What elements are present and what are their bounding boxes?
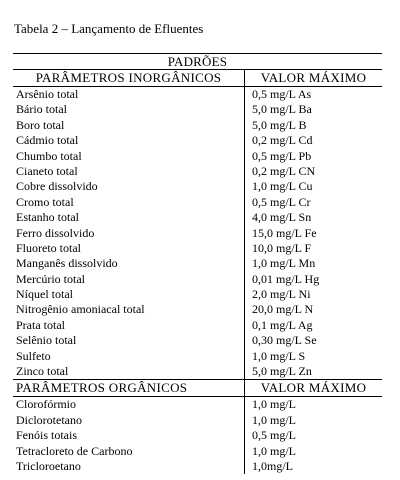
parameter-name: Manganês dissolvido [16, 256, 118, 271]
inorganic-param-header: PARÂMETROS INORGÂNICOS [35, 70, 222, 85]
table-row [13, 444, 382, 459]
max-value: 0,5 mg/L Pb [244, 149, 382, 164]
table-row [13, 428, 382, 443]
parameter-name: Níquel total [16, 287, 73, 302]
parameter-name: Tetracloreto de Carbono [16, 443, 133, 458]
table-row [13, 364, 382, 379]
parameter-name: Cobre dissolvido [16, 179, 98, 194]
table-row [13, 318, 382, 333]
table-row [13, 164, 382, 179]
table-row [13, 302, 382, 317]
table-row [13, 179, 382, 194]
parameter-name: Sulfeto [16, 348, 51, 363]
table-row [13, 87, 382, 102]
table-row [13, 287, 382, 302]
table-row [13, 226, 382, 241]
parameter-name: Fenóis totais [16, 428, 78, 443]
max-value: 0,5 mg/L [244, 428, 382, 443]
max-value: 20,0 mg/L N [244, 302, 382, 317]
parameter-name: Ferro dissolvido [16, 225, 95, 240]
parameter-name: Cromo total [16, 194, 74, 209]
max-value: 0,5 mg/L Cr [244, 195, 382, 210]
organic-param-header: PARÂMETROS ORGÂNICOS [16, 380, 188, 396]
table-row [13, 133, 382, 148]
parameter-name: Boro total [16, 117, 65, 132]
table-row [13, 195, 382, 210]
table-caption: Tabela 2 – Lançamento de Efluentes [14, 21, 204, 36]
max-value: 0,1 mg/L Ag [244, 318, 382, 333]
parameter-name: Diclorotetano [16, 412, 82, 427]
max-value: 1,0 mg/L [244, 397, 382, 412]
table-row [13, 272, 382, 287]
table-row [13, 241, 382, 256]
inorganic-rows [13, 87, 382, 379]
table-row [13, 349, 382, 364]
inorganic-value-header: VALOR MÁXIMO [244, 70, 382, 86]
parameter-name: Zinco total [16, 364, 69, 379]
table-row [13, 118, 382, 133]
table-row [13, 459, 382, 474]
max-value: 4,0 mg/L Sn [244, 210, 382, 225]
table-title-text: PADRÕES [167, 54, 228, 69]
table-row [13, 149, 382, 164]
max-value: 0,5 mg/L As [244, 87, 382, 102]
max-value: 0,2 mg/L Cd [244, 133, 382, 148]
max-value: 1,0 mg/L Cu [244, 179, 382, 194]
parameter-name: Bário total [16, 102, 67, 117]
table-row [13, 256, 382, 271]
table-row [13, 102, 382, 117]
organic-header-row [13, 380, 382, 396]
table-row [13, 333, 382, 348]
inorganic-header-row [13, 70, 382, 86]
parameter-name: Arsênio total [16, 87, 79, 101]
max-value: 5,0 mg/L Zn [244, 364, 382, 379]
max-value: 1,0 mg/L [244, 413, 382, 428]
table-row [13, 210, 382, 225]
parameter-name: Chumbo total [16, 148, 82, 163]
max-value: 5,0 mg/L B [244, 118, 382, 133]
parameter-name: Clorofórmio [16, 397, 76, 412]
parameter-name: Mercúrio total [16, 271, 85, 286]
parameter-name: Estanho total [16, 210, 79, 225]
max-value: 1,0 mg/L Mn [244, 256, 382, 271]
max-value: 0,01 mg/L Hg [244, 272, 382, 287]
organic-rows [13, 397, 382, 474]
max-value: 10,0 mg/L F [244, 241, 382, 256]
parameter-name: Prata total [16, 317, 65, 332]
max-value: 15,0 mg/L Fe [244, 226, 382, 241]
max-value: 0,2 mg/L CN [244, 164, 382, 179]
max-value: 2,0 mg/L Ni [244, 287, 382, 302]
max-value: 1,0mg/L [244, 459, 382, 474]
effluent-standards-table [13, 53, 382, 474]
parameter-name: Tricloroetano [16, 458, 81, 473]
parameter-name: Cianeto total [16, 163, 78, 178]
max-value: 1,0 mg/L S [244, 349, 382, 364]
parameter-name: Cádmio total [16, 133, 79, 148]
parameter-name: Fluoreto total [16, 240, 81, 255]
max-value: 5,0 mg/L Ba [244, 102, 382, 117]
max-value: 0,30 mg/L Se [244, 333, 382, 348]
organic-value-header: VALOR MÁXIMO [244, 380, 382, 396]
parameter-name: Selênio total [16, 333, 77, 348]
table-row [13, 413, 382, 428]
table-title [13, 54, 382, 69]
table-row [13, 397, 382, 412]
max-value: 1,0 mg/L [244, 444, 382, 459]
parameter-name: Nitrogênio amoniacal total [16, 302, 145, 317]
